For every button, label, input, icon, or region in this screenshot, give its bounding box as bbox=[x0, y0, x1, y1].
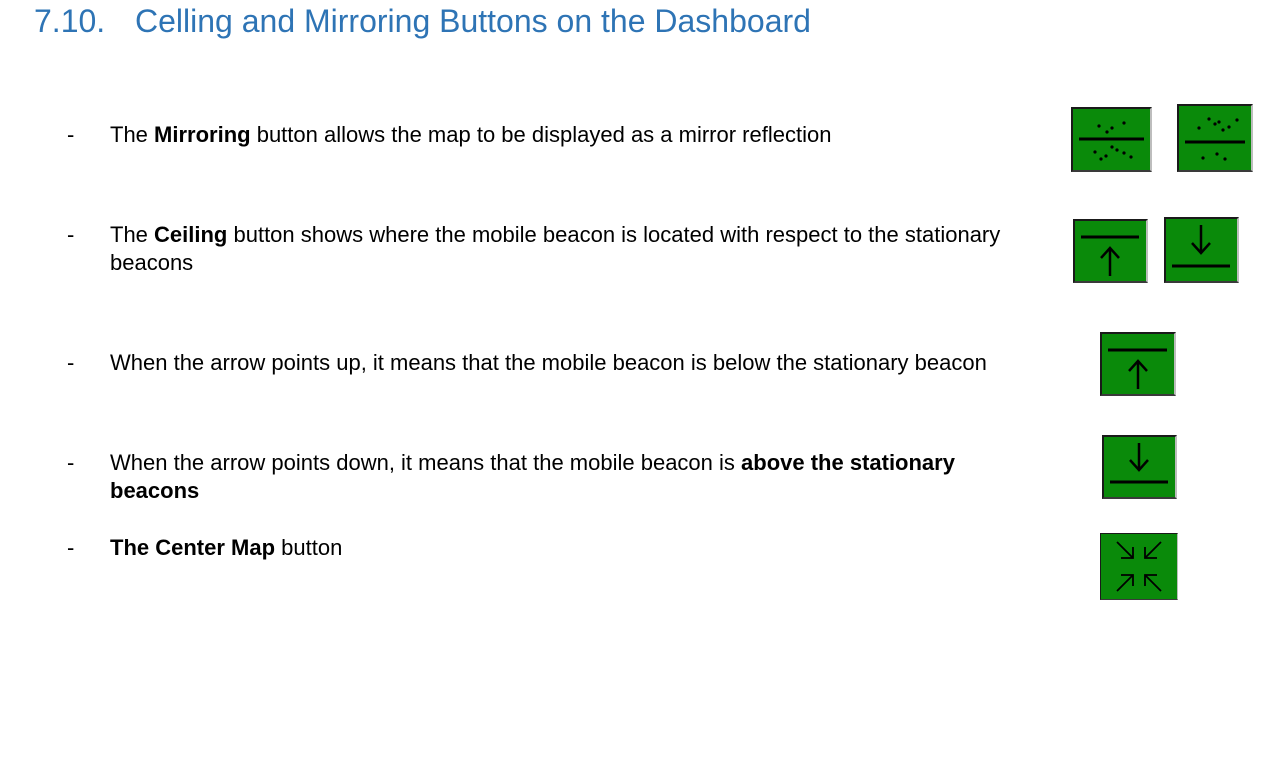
ceiling-arrow-down-icon[interactable] bbox=[1102, 435, 1177, 499]
bullet-dash: - bbox=[67, 122, 75, 147]
list-item-center-map bbox=[110, 534, 1010, 562]
center-map-icon[interactable] bbox=[1100, 533, 1178, 600]
bullet-dash: - bbox=[67, 222, 75, 247]
bullet-dash: - bbox=[67, 350, 75, 375]
item-text: When the arrow points down, it means that the mobile beacon is bbox=[110, 450, 742, 475]
mirror-dots-icon[interactable] bbox=[1071, 107, 1152, 172]
item-text: The bbox=[110, 222, 155, 247]
ceiling-arrow-down-icon[interactable] bbox=[1164, 217, 1239, 283]
list-item-ceiling bbox=[110, 221, 1070, 276]
item-bold-text: Mirroring bbox=[154, 122, 251, 147]
bullet-dash: - bbox=[67, 450, 75, 475]
mirror-dots-reflected-icon[interactable] bbox=[1177, 104, 1253, 172]
section-number: 7.10. bbox=[34, 3, 106, 39]
item-text: The bbox=[110, 122, 155, 147]
bullet-dash: - bbox=[67, 535, 75, 560]
section-title: Celling and Mirroring Buttons on the Dashboard bbox=[135, 3, 811, 39]
item-text: button allows the map to be displayed as a mirror reflection bbox=[250, 122, 832, 147]
ceiling-arrow-up-icon[interactable] bbox=[1073, 219, 1148, 283]
list-item-arrow-up: When the arrow points up, it means that the mobile beacon is below the stationary beacon bbox=[110, 350, 987, 375]
item-text: button shows where the mobile beacon is located with respect to the stationary beacons bbox=[110, 222, 1001, 275]
item-bold-text: Ceiling bbox=[154, 222, 228, 247]
list-item-mirroring bbox=[110, 121, 1070, 149]
ceiling-arrow-up-icon[interactable] bbox=[1100, 332, 1176, 396]
item-bold-text: The Center Map bbox=[110, 535, 276, 560]
item-text: button bbox=[275, 535, 343, 560]
section-heading bbox=[34, 1, 811, 41]
list-item-arrow-down bbox=[110, 449, 1050, 504]
item-bold-text: above the stationary beacons bbox=[110, 450, 955, 503]
